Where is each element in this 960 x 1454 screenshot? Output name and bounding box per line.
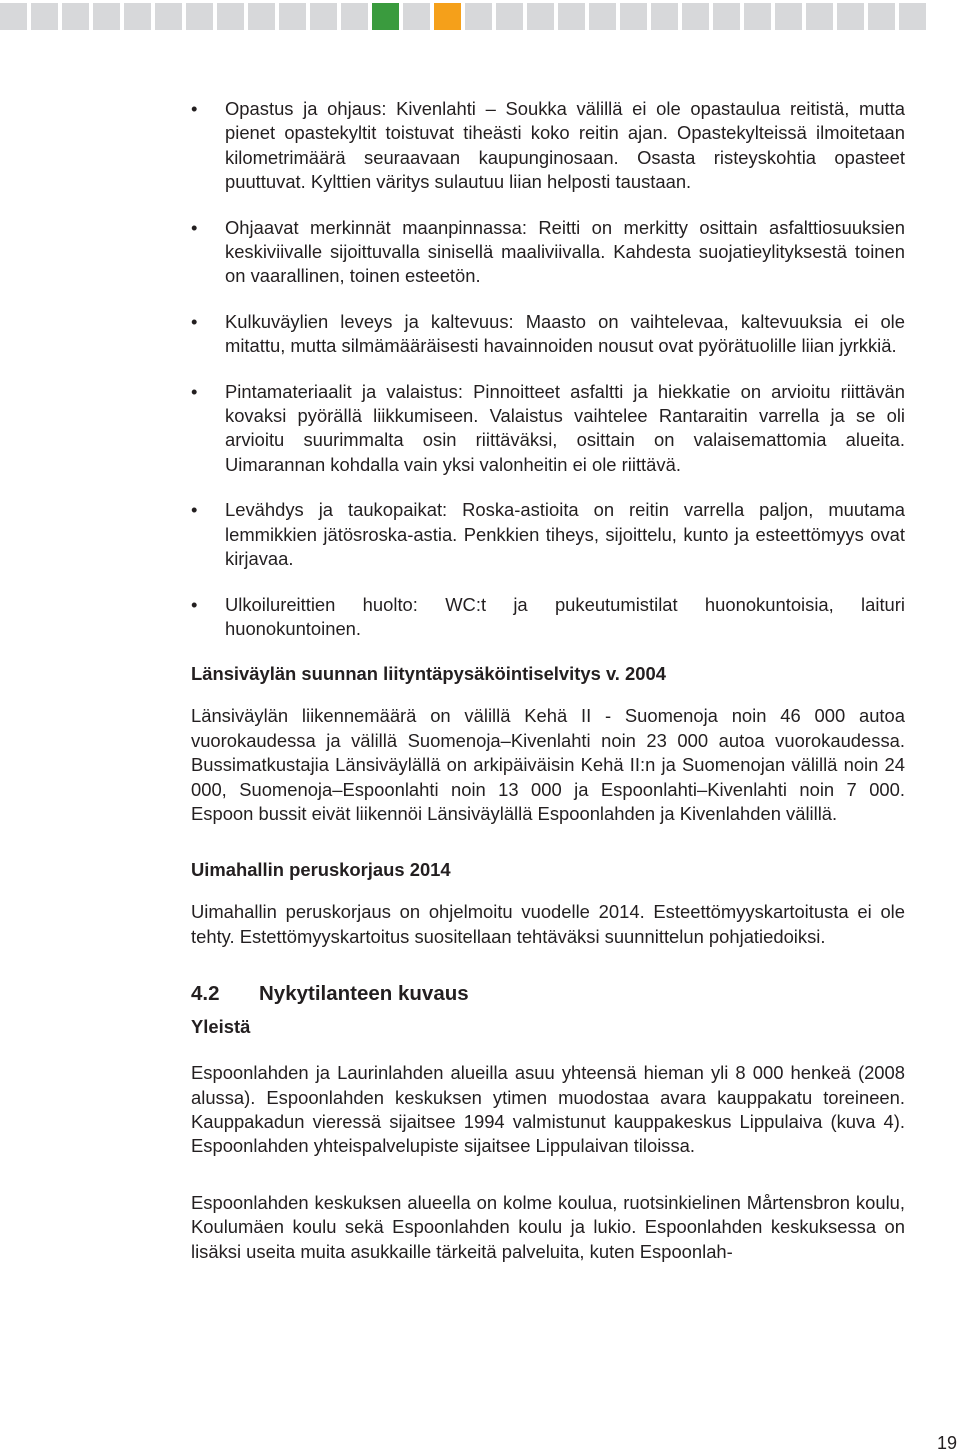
section-body-uimahalli: Uimahallin peruskorjaus on ohjelmoitu vuodelle 2014. Esteettömyyskartoitusta ei ole tehty. Estettömyyskartoitus suositellaan tehtäväksi suunnittelun pohjatiedoiksi. [191,901,905,947]
chapter-heading [191,981,905,1007]
list-item-text: Kulkuväylien leveys ja kaltevuus: Maasto on vaihtelevaa, kaltevuuksia ei ole mitattu, mutta silmämääräisesti havainnoiden nousut ovat pyörätuolille liian jyrkkiä. [225,310,905,357]
list-item-text: Opastus ja ohjaus: Kivenlahti – Soukka välillä ei ole opastaulua reitistä, mutta pienet opastekyltit toistuvat tiheästi koko reitin ajan. Opastekylteissä ilmoitetaan kilometrimäärä seuraavaan kaupunginosaan. Osasta risteyskohtia opasteet puuttuvat. Kylttien väritys sulautuu liian helposti taustaan. [225,98,905,193]
list-item [191,216,905,289]
list-item [191,498,905,571]
bullet-icon: • [191,310,198,332]
header-square [496,3,523,30]
header-square [713,3,740,30]
chapter-paragraph-2: Espoonlahden keskuksen alueella on kolme koulua, ruotsinkielinen Mårtensbron koulu, Koulumäen koulu sekä Espoonlahden koulu ja lukio. Espoonlahden keskuksessa on lisäksi useita muita asukkaille tärkeitä palveluita, kuten Espoonlah- [191,1191,905,1262]
header-square [899,3,926,30]
header-square [62,3,89,30]
header-square [341,3,368,30]
chapter-paragraph-1: Espoonlahden ja Laurinlahden alueilla asuu yhteensä hieman yli 8 000 henkeä (2008 alussa). Espoonlahden keskuksen ytimen muodostaa avara kauppakatu toreineen. Kauppakadun vieressä sijaitsee 1994 valmistunut kauppakeskus Lippulaiva (kuva 4). Espoonlahden yhteispalvelupiste sijaitsee Lippulaivan tiloissa. [191,1062,905,1157]
list-item-text: Pintamateriaalit ja valaistus: Pinnoitteet asfaltti ja hiekkatie on arvioitu riittävän kovaksi pyörällä liikkumiseen. Valaistus vaihtelee Rantaraitin varrella ja se oli arvioitu suurimmalta osin riittäväksi, osittain on valaisemattomia alueita. Uimarannan kohdalla vain yksi valonheitin ei ole riittävä. [225,380,905,475]
list-item [191,380,905,478]
page-content [191,97,905,1296]
list-item [191,310,905,359]
header-square [682,3,709,30]
section-heading-lansivayla: Länsiväylän suunnan liityntäpysäköintiselvitys v. 2004 [191,663,666,685]
list-item-text: Ohjaavat merkinnät maanpinnassa: Reitti on merkitty osittain asfalttiosuuksien keskiviivalle sijoittuvalla sinisellä maaliviivalla. Kahdesta suojatieylityksestä toinen on vaarallinen, toinen esteetön. [225,216,905,287]
header-square [124,3,151,30]
header-square [93,3,120,30]
header-square [558,3,585,30]
header-square [310,3,337,30]
header-square [248,3,275,30]
header-square [186,3,213,30]
header-square [465,3,492,30]
header-square [527,3,554,30]
header-decoration-bar [0,3,904,30]
bullet-icon: • [191,380,198,402]
chapter-number: 4.2 [191,982,220,1006]
header-square [372,3,399,30]
list-item-text: Levähdys ja taukopaikat: Roska-astioita on reitin varrella paljon, muutama lemmikkien jätösroska-astia. Penkkien tiheys, sijoittelu, kunto ja esteettömyys ovat kirjavaa. [225,499,905,570]
header-square [620,3,647,30]
header-square [434,3,461,30]
section-body-lansivayla: Länsiväylän liikennemäärä on välillä Kehä II - Suomenoja noin 46 000 autoa vuorokaudessa ja välillä Suomenoja–Kivenlahti noin 23 000 autoa vuorokaudessa. Bussimatkustajia Länsiväylällä on arkipäiväisin Kehä II:n ja Suomenojan välillä noin 24 000, Suomenoja–Espoonlahti noin 13 000 ja Espoonlahti–Kivenlahti noin 7 000. Espoon bussit eivät liikennöi Länsiväylällä Espoonlahden ja Kivenlahden välillä. [191,705,905,824]
list-item [191,97,905,195]
chapter-title: Nykytilanteen kuvaus [259,982,469,1006]
list-item-text: Ulkoilureittien huolto: WC:t ja pukeutumistilat huonokuntoisia, laituri huonokuntoinen. [225,593,905,639]
header-square [31,3,58,30]
header-square [217,3,244,30]
bullet-icon: • [191,98,198,119]
bullet-icon: • [191,499,198,521]
header-square [279,3,306,30]
header-square [837,3,864,30]
bullet-icon: • [191,216,198,238]
header-square [744,3,771,30]
header-square [868,3,895,30]
header-square [403,3,430,30]
section-heading-uimahalli: Uimahallin peruskorjaus 2014 [191,859,451,881]
bullet-list [191,97,905,641]
list-item [191,593,905,642]
header-square [0,3,27,30]
header-square [589,3,616,30]
header-square [651,3,678,30]
header-square [775,3,802,30]
bullet-icon: • [191,593,198,615]
page-number: 19 [936,1433,957,1453]
chapter-subheading: Yleistä [191,1016,251,1038]
header-square [806,3,833,30]
header-square [155,3,182,30]
